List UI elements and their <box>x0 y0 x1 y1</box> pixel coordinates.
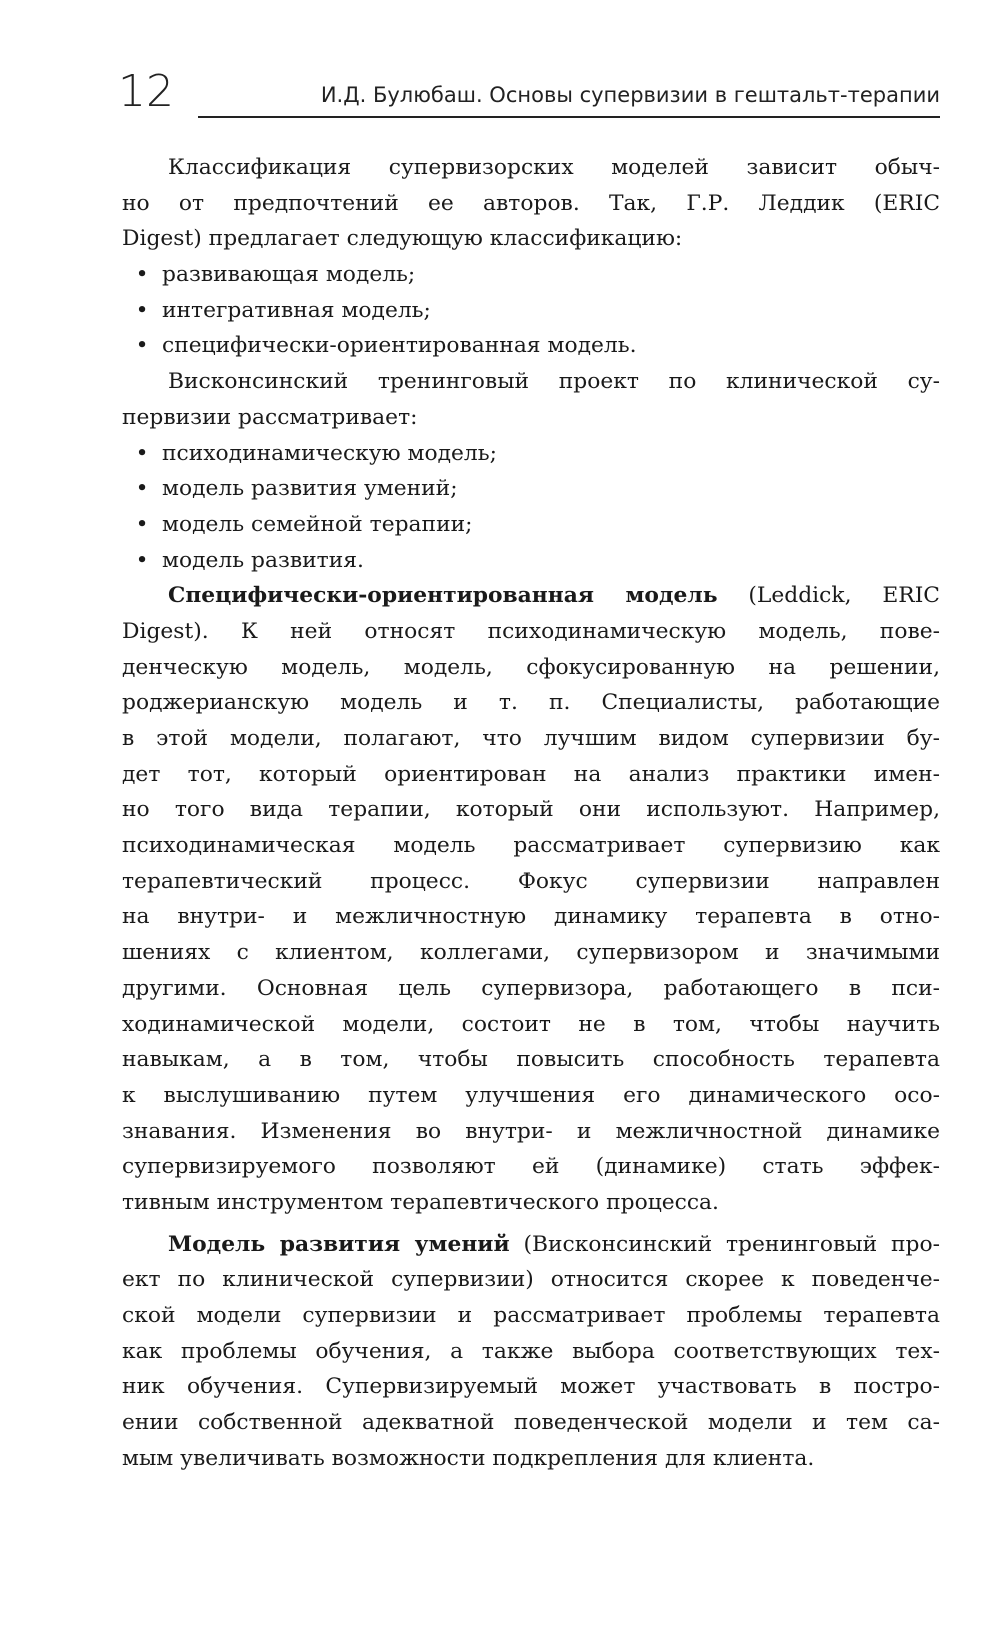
bullet-icon: • <box>135 262 149 288</box>
bullet-icon: • <box>135 440 149 466</box>
text-line: терапевтический процесс. Фокус супервизии направлен <box>122 868 940 894</box>
text-line: ник обучения. Супервизируемый может участвовать в постро- <box>122 1374 940 1400</box>
list-item-text: интегративная модель; <box>162 297 431 323</box>
text-line: супервизируемого позволяют ей (динамике) стать эффек- <box>122 1154 940 1180</box>
header-rule <box>198 116 940 118</box>
list-item-text: модель развития. <box>162 547 364 573</box>
text-line: шениях с клиентом, коллегами, супервизором и значимыми <box>122 940 940 966</box>
text-line: Digest) предлагает следующую классификацию: <box>122 226 683 252</box>
text-line: в этой модели, полагают, что лучшим видом супервизии бу- <box>122 726 940 751</box>
text-span: (Leddick, ERIC <box>717 583 940 609</box>
list-item <box>122 471 940 507</box>
text-line: психодинамическая модель рассматривает супервизию как <box>122 833 940 859</box>
text-line: дет тот, который ориентирован на анализ практики имен- <box>122 761 940 787</box>
text-span: (Висконсинский тренинговый про- <box>509 1231 940 1257</box>
text-line: знавания. Изменения во внутри- и межличностной динамике <box>122 1118 940 1144</box>
text-line: мым увеличивать возможности подкрепления для клиента. <box>122 1445 815 1471</box>
bullet-icon: • <box>135 547 149 573</box>
text-line: первизии рассматривает: <box>122 404 418 430</box>
list-item-text: развивающая модель; <box>162 262 416 288</box>
text-line: но от предпочтений ее авторов. Так, Г.Р. Леддик (ERIC <box>122 190 940 216</box>
list-item <box>122 328 940 364</box>
text-line <box>122 578 940 614</box>
list-item <box>122 507 940 543</box>
text-line: денческую модель, модель, сфокусированную на решении, <box>122 654 940 680</box>
list-item <box>122 543 940 579</box>
page-body <box>122 150 940 1476</box>
page-number: 12 <box>118 66 174 117</box>
list-item-text: специфически-ориентированная модель. <box>162 333 637 359</box>
term-heading: Модель развития умений <box>168 1231 510 1257</box>
list-item-text: модель семейной терапии; <box>162 511 473 537</box>
text-line: ходинамической модели, состоит не в том, чтобы научить <box>122 1011 940 1037</box>
text-line: как проблемы обучения, а также выбора соответствующих тех- <box>122 1338 940 1364</box>
text-line: Висконсинский тренинговый проект по клинической су- <box>168 369 940 395</box>
list-item-text: психодинамическую модель; <box>162 440 497 466</box>
bullet-icon: • <box>135 297 149 323</box>
text-line: к выслушиванию путем улучшения его динамического осо- <box>122 1082 940 1108</box>
text-line: ской модели супервизии и рассматривает проблемы терапевта <box>122 1303 940 1328</box>
list-item-text: модель развития умений; <box>162 476 458 502</box>
text-line: но того вида терапии, который они используют. Например, <box>122 797 940 823</box>
page-header <box>118 68 940 124</box>
running-title: И.Д. Булюбаш. Основы супервизии в гештальт-терапии <box>320 83 940 107</box>
text-line: ект по клинической супервизии) относится скорее к поведенче- <box>122 1267 940 1293</box>
text-line: на внутри- и межличностную динамику терапевта в отно- <box>122 904 940 930</box>
term-heading: Специфически-ориентированная модель <box>168 583 718 609</box>
list-item <box>122 293 940 329</box>
text-line: другими. Основная цель супервизора, работающего в пси- <box>122 975 940 1001</box>
text-line: ении собственной адекватной поведенческой модели и тем са- <box>122 1410 940 1436</box>
text-line <box>122 1227 940 1263</box>
list-item <box>122 257 940 293</box>
bullet-icon: • <box>135 476 149 502</box>
bullet-icon: • <box>135 333 149 359</box>
text-line: Digest). К ней относят психодинамическую модель, пове- <box>122 618 940 644</box>
text-line: роджерианскую модель и т. п. Специалисты, работающие <box>122 690 940 716</box>
text-line: тивным инструментом терапевтического процесса. <box>122 1189 719 1215</box>
list-item <box>122 436 940 472</box>
bullet-icon: • <box>135 511 149 537</box>
text-line: навыкам, а в том, чтобы повысить способность терапевта <box>122 1047 940 1073</box>
text-line: Классификация супервизорских моделей зависит обыч- <box>168 155 940 180</box>
